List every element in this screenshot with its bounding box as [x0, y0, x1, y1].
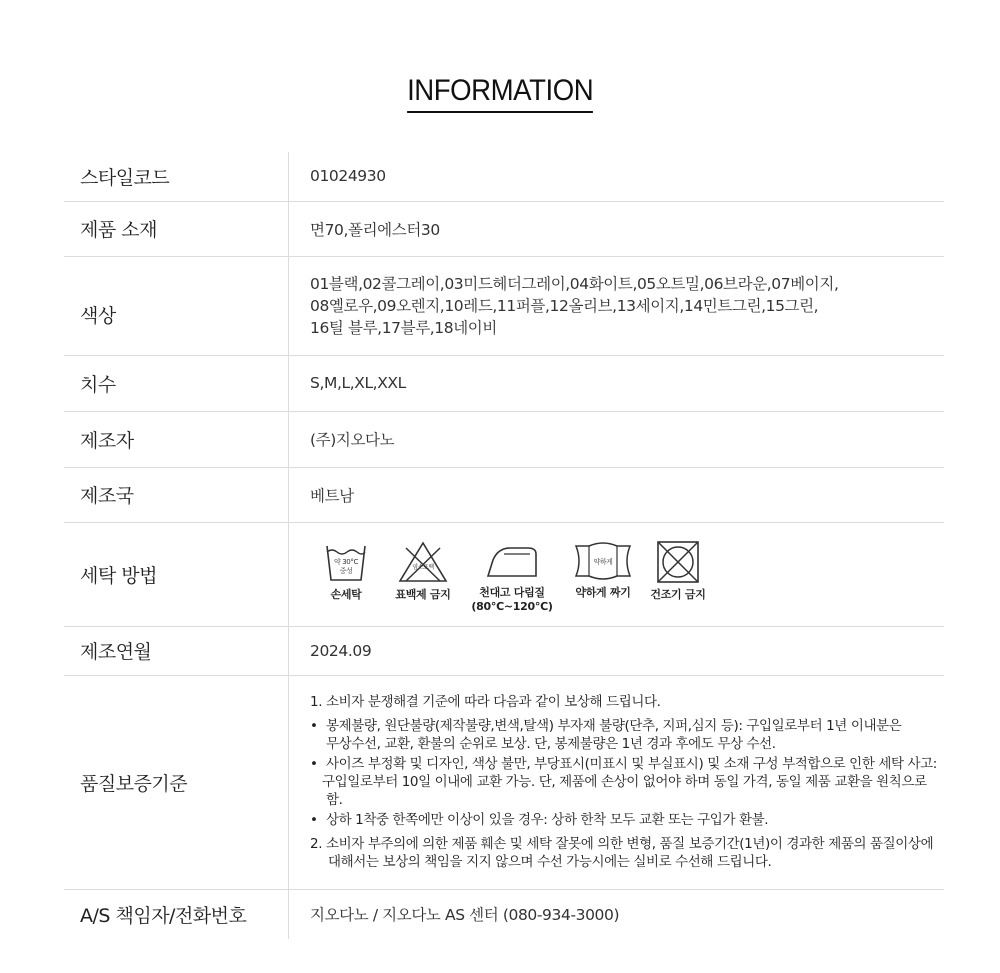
no-bleach-icon	[397, 540, 449, 584]
maker-label: 제조자	[64, 411, 289, 467]
information-heading: INFORMATION	[407, 72, 593, 113]
section-title	[0, 72, 1000, 113]
care-label: 천대고 다림질	[479, 586, 545, 599]
row-as	[64, 889, 944, 939]
quality-item: 1. 소비자 분쟁해결 기준에 따라 다음과 같이 보상해 드립니다.	[310, 693, 661, 710]
color-line: 01블랙,02콜그레이,03미드헤더그레이,04화이트,05오트밀,06브라운,07베이지,	[310, 274, 839, 293]
quality-bullet: • 상하 1착중 한쪽에만 이상이 있을 경우: 상하 한착 모두 교환 또는 구입가 환불.	[310, 811, 769, 828]
hand-wash-icon	[323, 540, 369, 584]
care-label: 표백제 금지	[395, 588, 451, 601]
as-value: 지오다노 / 지오다노 AS 센터 (080-934-3000)	[310, 906, 620, 925]
washing-label: 세탁 방법	[64, 522, 289, 626]
row-date	[64, 626, 944, 675]
color-line: 08옐로우,09오렌지,10레드,11퍼플,12올리브,13세이지,14민트그린,15그린,	[310, 296, 819, 315]
care-label: 약하게 짜기	[575, 586, 631, 599]
quality-bullet: • 봉제불량, 원단불량(제작불량,변색,탈색) 부자재 불량(단추, 지퍼,심지 등): 구입일로부터 1년 이내분은 무상수선, 교환, 환불의 순위로 보상. 단, 봉제불량은 1년 경과 후에도 무상 수선.	[310, 717, 902, 752]
care-label: (80℃~120℃)	[471, 600, 553, 613]
quality-label: 품질보증기준	[64, 675, 289, 889]
material-value: 면70,폴리에스터30	[289, 201, 945, 256]
date-value: 2024.09	[289, 626, 945, 675]
care-inner-text: 약하게	[593, 558, 613, 566]
care-inner-text: 약 30°C	[334, 558, 358, 566]
no-tumble-dry-icon	[655, 540, 701, 584]
care-inner-text: 중성	[339, 567, 353, 575]
country-value: 베트남	[289, 467, 945, 522]
country-label: 제조국	[64, 467, 289, 522]
row-washing	[64, 522, 944, 626]
iron-icon	[484, 540, 540, 582]
care-item	[560, 540, 646, 600]
quality-item: 2. 소비자 부주의에 의한 제품 훼손 및 세탁 잘못에 의한 변형, 품질 보증기간(1년)이 경과한 제품의 품질이상에 대해서는 보상의 책임을 지지 않으며 수선 가능시에는 실비로 수선해 드립니다.	[310, 835, 934, 870]
row-material	[64, 201, 944, 256]
care-label: 손세탁	[330, 588, 362, 601]
care-inner-text: 염소표백	[412, 564, 434, 571]
style-code-value: 01024930	[289, 152, 945, 201]
date-label: 제조연월	[64, 626, 289, 675]
as-label: A/S 책임자/전화번호	[64, 889, 289, 939]
quality-value	[289, 675, 945, 889]
maker-value: (주)지오다노	[289, 411, 945, 467]
color-value	[289, 256, 945, 355]
quality-bullet: • 사이즈 부정확 및 디자인, 색상 불만, 부당표시(미표시 및 부실표시) 및 소재 구성 부적합으로 인한 세탁 사고: 구입일로부터 10일 이내에 교환 가능. 단, 제품에 손상이 없어야 하며 동일 가격, 동일 제품 교환을 원칙으로 함.	[310, 755, 937, 808]
care-item	[646, 540, 710, 602]
gentle-wring-icon	[573, 540, 633, 582]
color-label: 색상	[64, 256, 289, 355]
washing-icons	[289, 522, 945, 626]
row-color	[64, 256, 944, 355]
style-code-label: 스타일코드	[64, 152, 289, 201]
care-item	[310, 540, 382, 602]
info-table	[64, 152, 944, 939]
row-country	[64, 467, 944, 522]
row-style-code	[64, 152, 944, 201]
color-line: 16틸 블루,17블루,18네이비	[310, 318, 497, 337]
care-item	[382, 540, 464, 602]
size-value: S,M,L,XL,XXL	[289, 355, 945, 411]
row-size	[64, 355, 944, 411]
row-quality	[64, 675, 944, 889]
size-label: 치수	[64, 355, 289, 411]
row-maker	[64, 411, 944, 467]
care-label: 건조기 금지	[650, 588, 706, 601]
material-label: 제품 소재	[64, 201, 289, 256]
care-item	[464, 540, 560, 614]
